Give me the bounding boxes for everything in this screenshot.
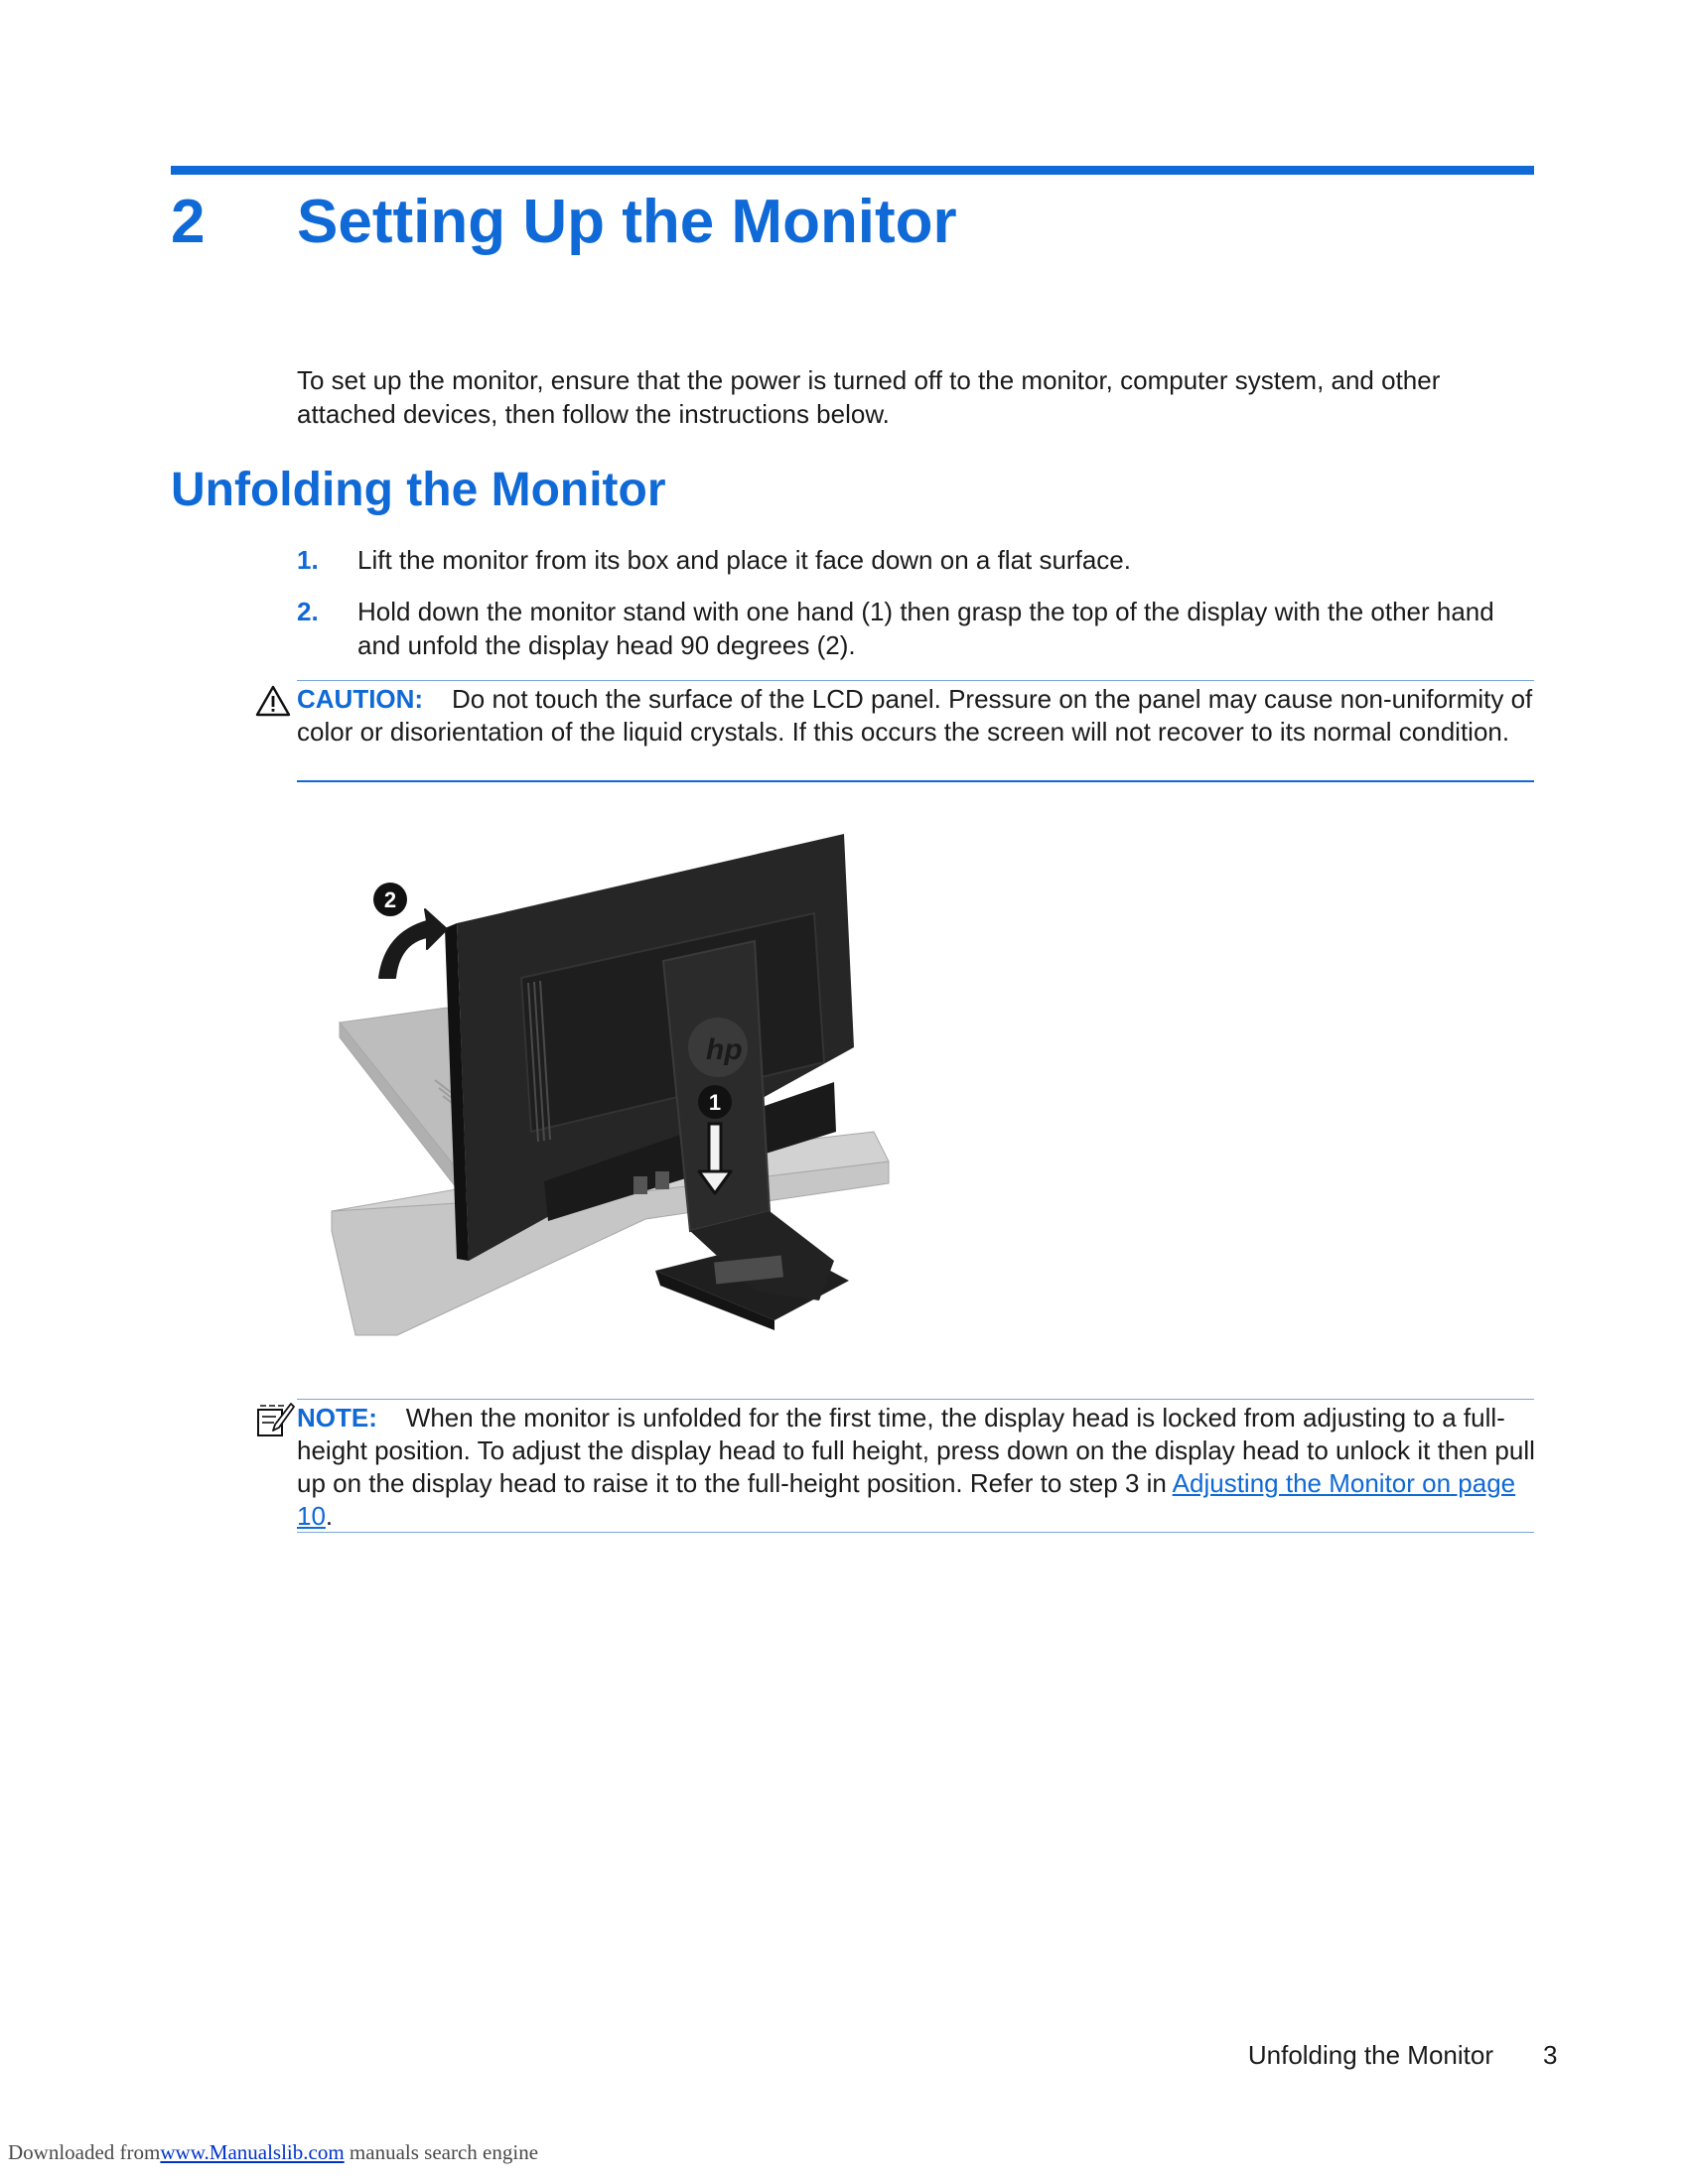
step-1-text: Lift the monitor from its box and place it face down on a flat surface.	[357, 545, 1131, 575]
download-attribution	[8, 2140, 538, 2165]
caution-top-rule	[297, 680, 1534, 681]
step-2-number: 2.	[297, 597, 319, 626]
download-suffix: manuals search engine	[349, 2140, 539, 2164]
caution-bottom-rule	[297, 780, 1534, 782]
callout-1: 1	[708, 1090, 722, 1115]
monitor-unfold-illustration	[318, 834, 904, 1350]
note-after-link: .	[325, 1501, 334, 1531]
footer-page-number: 3	[1543, 2040, 1558, 2070]
caution-block	[297, 683, 1538, 749]
chapter-number: 2	[171, 188, 206, 256]
caution-label: CAUTION:	[297, 684, 424, 714]
footer-section-title: Unfolding the Monitor	[1247, 2040, 1493, 2070]
chapter-rule	[171, 166, 1534, 175]
manualslib-link[interactable]: www.Manualslib.com	[160, 2140, 345, 2164]
chapter-title: Setting Up the Monitor	[297, 188, 957, 256]
note-top-rule	[297, 1399, 1534, 1400]
step-1-number: 1.	[297, 545, 319, 575]
note-block	[297, 1402, 1538, 1533]
note-bottom-rule	[297, 1532, 1534, 1533]
callout-2: 2	[383, 887, 397, 912]
note-text: When the monitor is unfolded for the first time, the display head is locked from adjusting to a full-height position. To adjust the display head to full height, press down on the display head to unlock it then pull up on the display head to raise it to the full-height position. Refer to step 3 in	[297, 1403, 1535, 1498]
curved-arrow-icon	[379, 909, 447, 978]
download-prefix: Downloaded from	[8, 2140, 161, 2164]
caution-text: Do not touch the surface of the LCD panel. Pressure on the panel may cause non-uniformity of color or disorientation of the liquid crystals. If this occurs the screen will not recover to its normal condition.	[297, 684, 1533, 747]
hp-logo: hp	[706, 1033, 743, 1066]
intro-paragraph: To set up the monitor, ensure that the power is turned off to the monitor, computer system, and other attached devices, then follow the instructions below.	[297, 365, 1441, 429]
section-heading: Unfolding the Monitor	[171, 464, 666, 516]
note-icon	[255, 1401, 295, 1440]
caution-icon	[255, 685, 291, 717]
adjusting-monitor-link[interactable]: Adjusting the Monitor on page 10	[297, 1468, 1516, 1531]
note-label: NOTE:	[297, 1403, 377, 1433]
step-2-text: Hold down the monitor stand with one hand (1) then grasp the top of the display with the other hand and unfold the display head 90 degrees (2).	[357, 597, 1494, 660]
